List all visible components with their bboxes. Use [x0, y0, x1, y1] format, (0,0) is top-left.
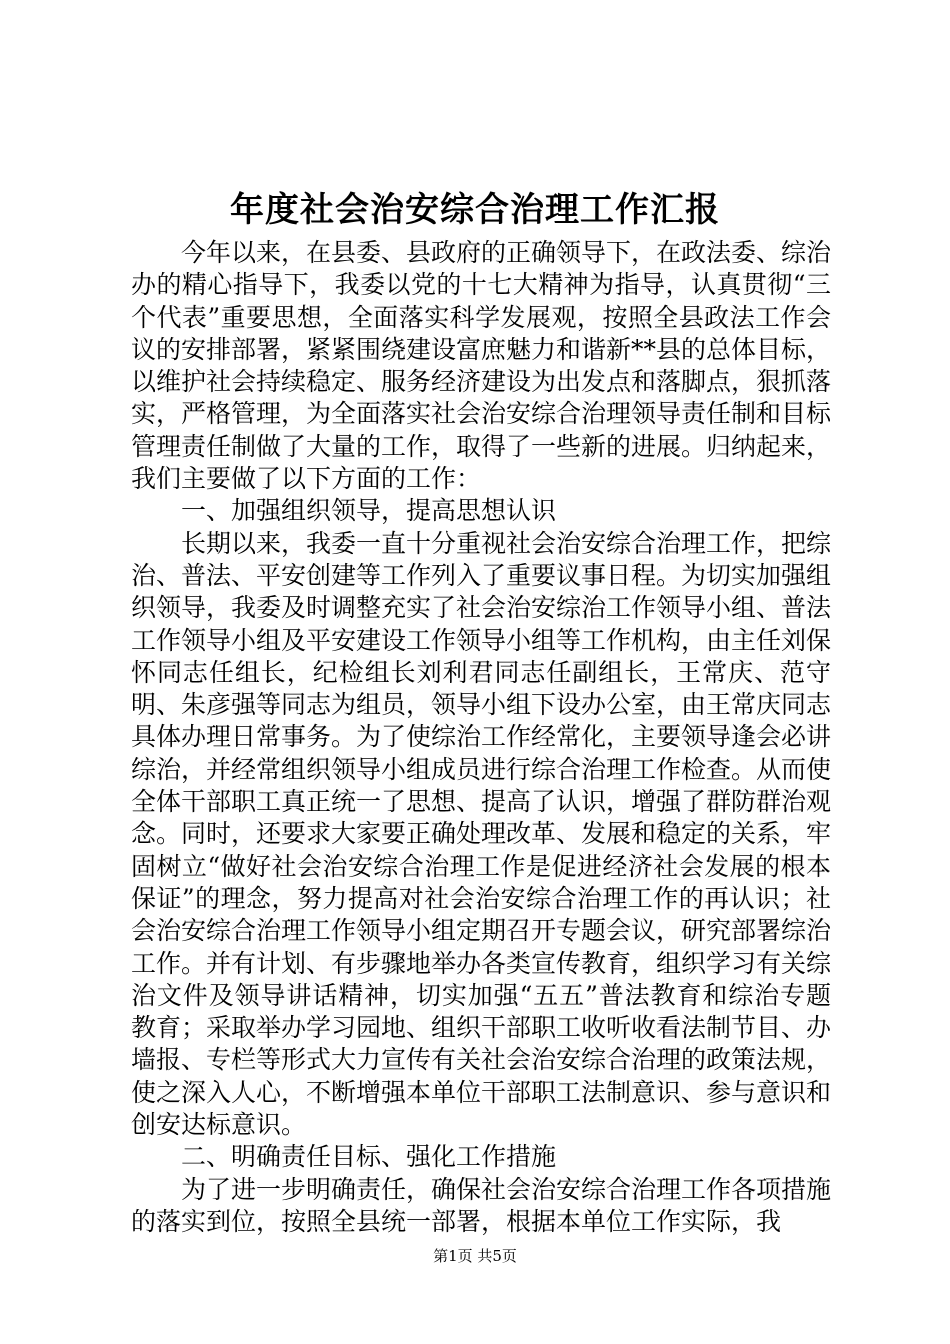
section-heading-1: 一、加强组织领导，提高思想认识: [181, 496, 557, 526]
paragraph-intro: 今年以来，在县委、县政府的正确领导下，在政法委、综治办的精心指导下，我委以党的十七大精神为指导，认真贯彻“三个代表”重要思想，全面落实科学发展观，按照全县政法工作会议的安排部署，紧紧围绕建设富庶魅力和谐新**县的总体目标，以维护社会持续稳定、服务经济建设为出发点和落脚点，狠抓落实，严格管理，为全面落实社会治安综合治理领导责任制和目标管理责任制做了大量的工作，取得了一些新的进展。归纳起来，我们主要做了以下方面的工作：: [131, 238, 832, 494]
paragraph-section-1: 长期以来，我委一直十分重视社会治安综合治理工作，把综治、普法、平安创建等工作列入了重要议事日程。为切实加强组织领导，我委及时调整充实了社会治安综治工作领导小组、普法工作领导小组及平安建设工作领导小组等工作机构，由主任刘保怀同志任组长，纪检组长刘利君同志任副组长，王常庆、范守明、朱彦强等同志为组员，领导小组下设办公室，由王常庆同志具体办理日常事务。为了使综治工作经常化，主要领导逢会必讲综治，并经常组织领导小组成员进行综合治理工作检查。从而使全体干部职工真正统一了思想、提高了认识，增强了群防群治观念。同时，还要求大家要正确处理改革、发展和稳定的关系，牢固树立“做好社会治安综合治理工作是促进经济社会发展的根本保证”的理念，努力提高对社会治安综合治理工作的再认识；社会治安综合治理工作领导小组定期召开专题会议，研究部署综治工作。并有计划、有步骤地举办各类宣传教育，组织学习有关综治文件及领导讲话精神，切实加强“五五”普法教育和综治专题教育；采取举办学习园地、组织干部职工收听收看法制节目、办墙报、专栏等形式大力宣传有关社会治安综合治理的政策法规，使之深入人心，不断增强本单位干部职工法制意识、参与意识和创安达标意识。: [131, 528, 832, 1140]
section-heading-2: 二、明确责任目标、强化工作措施: [181, 1142, 557, 1172]
document-title: 年度社会治安综合治理工作汇报: [230, 190, 720, 230]
paragraph-section-2: 为了进一步明确责任，确保社会治安综合治理工作各项措施的落实到位，按照全县统一部署，根据本单位工作实际，我: [131, 1174, 832, 1236]
page-footer: 第1页 共5页: [433, 1247, 517, 1265]
document-body: [131, 237, 831, 1238]
